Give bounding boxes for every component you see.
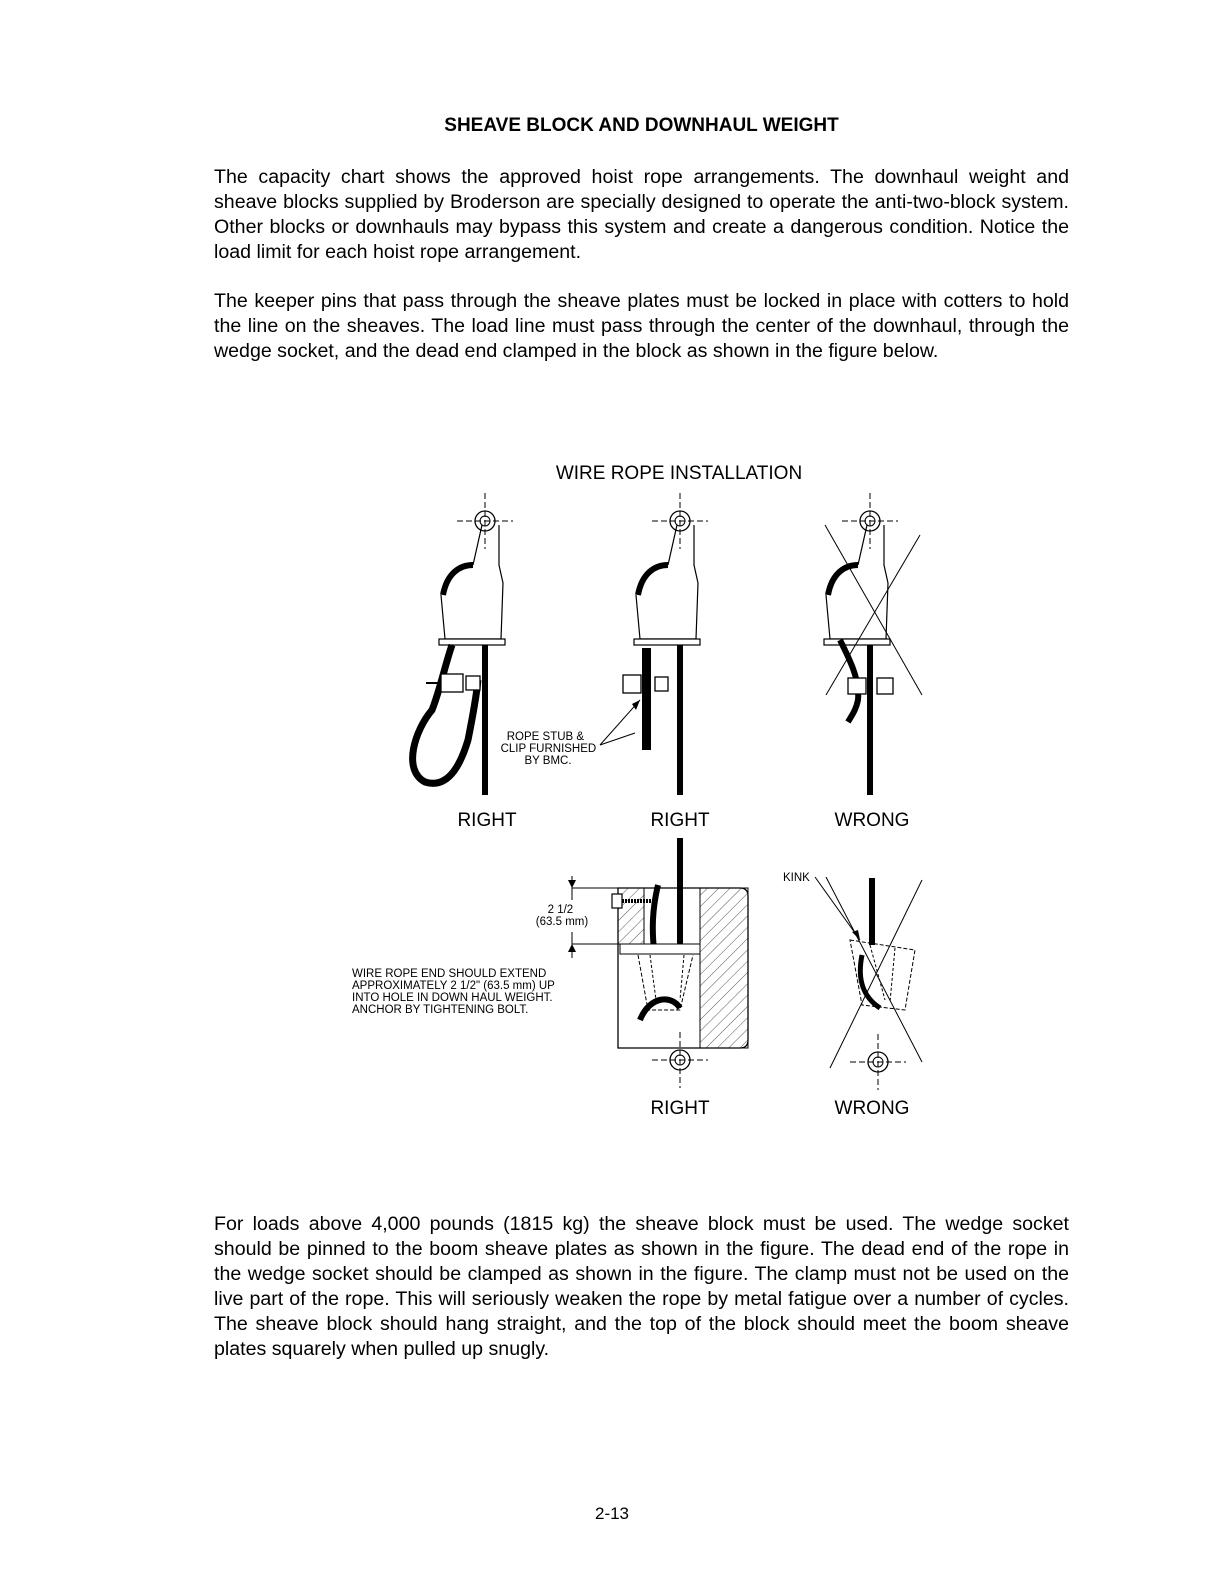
label-right-3: RIGHT <box>650 1098 710 1119</box>
label-right-2: RIGHT <box>650 810 710 831</box>
label-wrong-2: WRONG <box>834 1098 910 1119</box>
assembly-right-stub <box>600 493 708 795</box>
downhaul-weight-right <box>612 838 748 1088</box>
rope-stub-note: ROPE STUB & CLIP FURNISHED BY BMC. <box>500 731 597 767</box>
assembly-right-loop <box>413 493 513 795</box>
paragraph-sheave-block: For loads above 4,000 pounds (1815 kg) the sheave block must be used. The wedge socket should be pinned to the boom sheave plates as shown in the figure. The dead end of the rope in the wedge socket should be clamped as shown in the figure. The clamp must not be used on the live part of the rope. This will seriously weaken the rope by metal fatigue over a number of cycles. The sheave block should hang straight, and the top of the block should meet the boom sheave plates squarely when pulled up snugly. <box>214 1213 1069 1360</box>
kink-label: KINK <box>783 872 810 884</box>
figure-title: WIRE ROPE INSTALLATION <box>555 463 803 484</box>
label-right-1: RIGHT <box>457 810 517 831</box>
wire-rope-installation-figure <box>330 455 950 1125</box>
wire-rope-end-note: WIRE ROPE END SHOULD EXTEND APPROXIMATELY 2 1/2" (63.5 mm) UP INTO HOLE IN DOWN HAUL WEIGHT. ANCHOR BY TIGHTENING BOLT. <box>352 968 555 1016</box>
assembly-wrong-clip <box>824 493 922 795</box>
paragraph-intro: The capacity chart shows the approved hoist rope arrangements. The downhaul weight and sheave blocks supplied by Broderson are specially designed to operate the anti-two-block system. Other blocks or downhauls may bypass this system and create a dangerous condition. Notice the load limit for each hoist rope arrangement. <box>214 166 1069 263</box>
page-title: SHEAVE BLOCK AND DOWNHAUL WEIGHT <box>444 115 839 136</box>
label-wrong-1: WRONG <box>834 810 910 831</box>
dimension-label: 2 1/2 (63.5 mm) <box>535 904 589 928</box>
page-number: 2-13 <box>594 1504 630 1523</box>
wedge-socket-wrong-kink <box>815 877 922 1090</box>
paragraph-keeper-pins: The keeper pins that pass through the sheave plates must be locked in place with cotters to hold the line on the sheaves. The load line must pass through the center of the downhaul, through the wedge socket, and the dead end clamped in the block as shown in the figure below. <box>214 290 1069 362</box>
